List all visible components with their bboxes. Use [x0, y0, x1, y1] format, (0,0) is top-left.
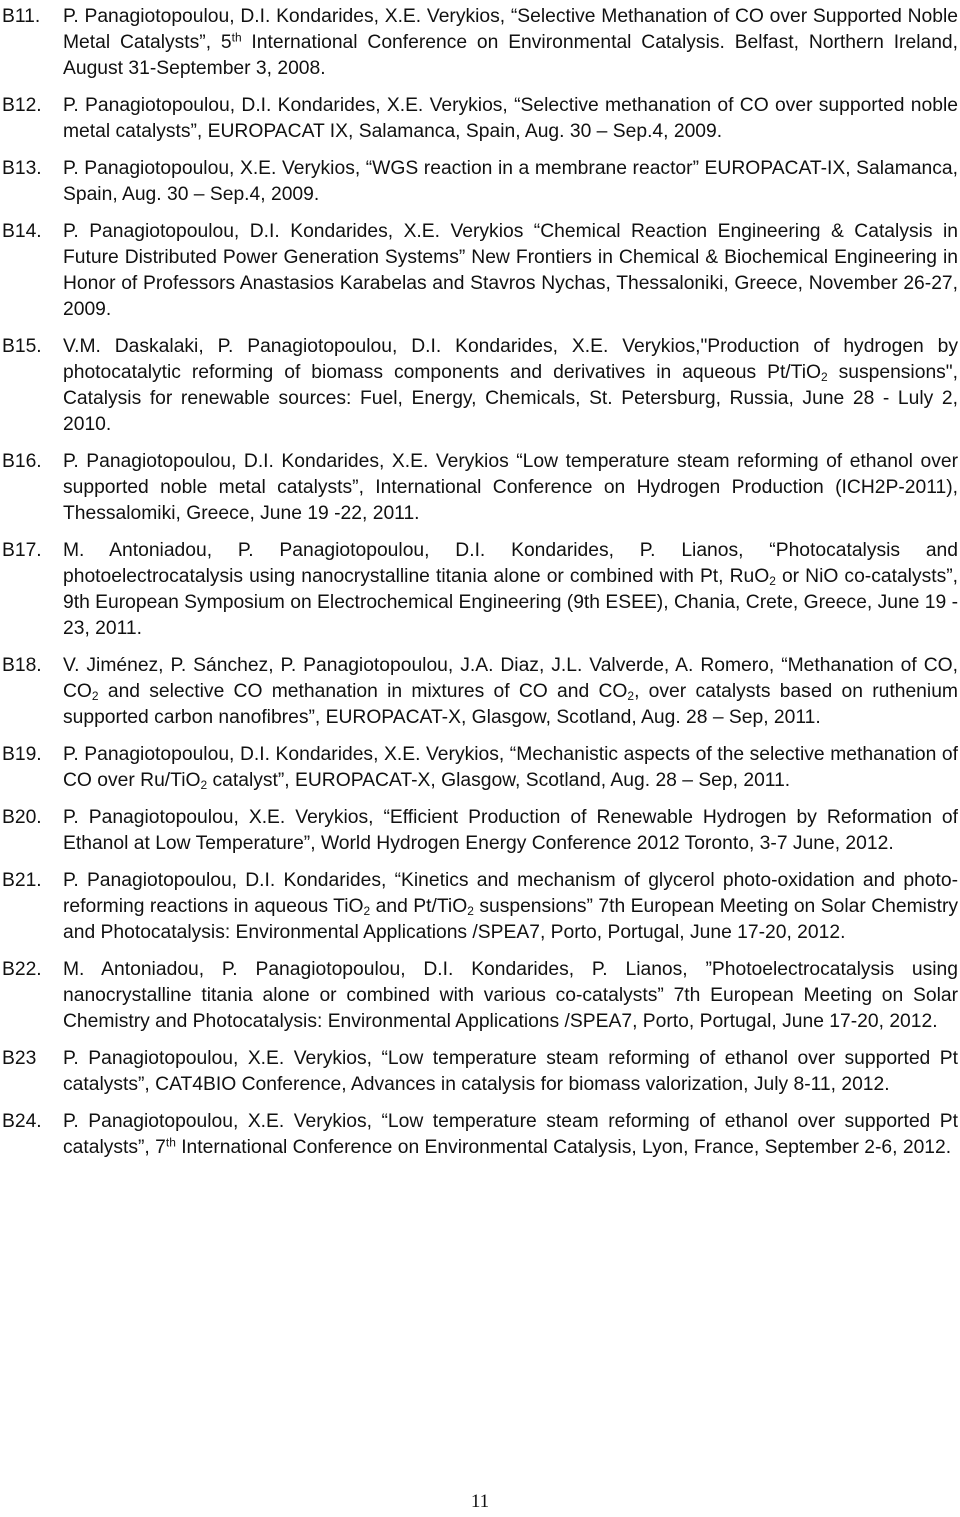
subscript: 2: [821, 369, 828, 384]
reference-number: B12.: [2, 95, 42, 116]
reference-text: [63, 449, 958, 527]
reference-item: [2, 538, 958, 642]
reference-number: B22.: [2, 959, 42, 980]
reference-text: [63, 4, 958, 82]
reference-item: [2, 449, 958, 527]
subscript: 2: [467, 903, 474, 918]
reference-number: B21.: [2, 870, 42, 891]
reference-text-segment: or NiO co-catalysts”, 9th European Symposium on Electrochemical Engineering (9th ESEE), Chania, Crete, Greece, June 19 - 23, 2011.: [63, 566, 959, 639]
page-number: 11: [470, 1491, 490, 1512]
reference-item: [2, 1046, 958, 1098]
reference-item: [2, 219, 958, 323]
reference-text: [63, 957, 958, 1035]
reference-list: [2, 4, 958, 1172]
reference-text: [63, 742, 958, 794]
reference-text: [63, 653, 958, 731]
reference-text: [63, 868, 958, 946]
reference-text-segment: suspensions", Catalysis for renewable sources: Fuel, Energy, Chemicals, St. Petersburg, Russia, June 28 - Luly 2, 2010.: [63, 362, 959, 435]
reference-text: [63, 219, 958, 323]
subscript: 2: [363, 903, 371, 918]
subscript: 2: [769, 573, 776, 588]
reference-number: B20.: [2, 807, 42, 828]
reference-text-segment: and Pt/TiO: [370, 896, 468, 917]
reference-text: [63, 538, 958, 642]
subscript: 2: [91, 688, 99, 703]
reference-text: [63, 334, 958, 438]
subscript: 2: [627, 688, 635, 703]
reference-text-segment: P. Panagiotopoulou, X.E. Verykios, “WGS reaction in a membrane reactor” EUROPACAT-IX, Salamanca, Spain, Aug. 30 – Sep.4, 2009.: [63, 158, 958, 205]
reference-item: [2, 4, 958, 82]
reference-item: [2, 957, 958, 1035]
reference-text-segment: P. Panagiotopoulou, X.E. Verykios, “Low temperature steam reforming of ethanol over supported Pt catalysts”, CAT4BIO Conference, Advances in catalysis for biomass valorization, July 8-11, 2012.: [63, 1048, 958, 1095]
reference-text-segment: P. Panagiotopoulou, D.I. Kondarides, “Kinetics and mechanism of glycerol photo-oxidation and photo-reforming reactions in aqueous TiO: [63, 870, 958, 917]
reference-text-segment: suspensions” 7th European Meeting on Solar Chemistry and Photocatalysis: Environmental Applications /SPEA7, Porto, Portugal, June 17-20, 2012.: [63, 896, 958, 943]
reference-item: [2, 1109, 958, 1161]
reference-item: [2, 653, 958, 731]
reference-text-segment: P. Panagiotopoulou, D.I. Kondarides, X.E. Verykios, “Selective Methanation of CO over Supported Noble Metal Catalysts”, 5: [63, 6, 958, 53]
reference-number: B18.: [2, 655, 42, 676]
reference-number: B24.: [2, 1111, 42, 1132]
superscript: th: [231, 30, 242, 45]
reference-number: B19.: [2, 744, 42, 765]
reference-number: B14.: [2, 221, 42, 242]
reference-item: [2, 156, 958, 208]
reference-text: [63, 93, 958, 145]
reference-item: [2, 93, 958, 145]
reference-text: [63, 805, 958, 857]
reference-text-segment: P. Panagiotopoulou, X.E. Verykios, “Low temperature steam reforming of ethanol over supported Pt catalysts”, 7: [63, 1111, 958, 1158]
reference-text-segment: M. Antoniadou, P. Panagiotopoulou, D.I. Kondarides, P. Lianos, “Photocatalysis and photoelectrocatalysis using nanocrystalline titania alone or combined with Pt, RuO: [63, 540, 958, 587]
reference-number: B11.: [2, 6, 41, 27]
reference-text-segment: , over catalysts based on ruthenium supported carbon nanofibres”, EUROPACAT-X, Glasgow, Scotland, Aug. 28 – Sep, 2011.: [63, 681, 958, 728]
reference-text: [63, 156, 958, 208]
reference-item: [2, 334, 958, 438]
reference-text-segment: M. Antoniadou, P. Panagiotopoulou, D.I. Kondarides, P. Lianos, ”Photoelectrocatalysis using nanocrystalline titania alone or combined with various co-catalysts” 7th European Meeting on Solar Chemistry and Photocatalysis: Environmental Applications /SPEA7, Porto, Portugal, June 17-20, 2012.: [63, 959, 958, 1032]
reference-number: B17.: [2, 540, 42, 561]
reference-text-segment: P. Panagiotopoulou, D.I. Kondarides, X.E. Verykios “Low temperature steam reforming of ethanol over supported noble metal catalysts”, International Conference on Hydrogen Production (ICH2P-2011), Thessalomiki, Greece, June 19 -22, 2011.: [63, 451, 958, 524]
reference-text-segment: V.M. Daskalaki, P. Panagiotopoulou, D.I. Kondarides, X.E. Verykios,"Production of hydrogen by photocatalytic reforming of biomass components and derivatives in aqueous Pt/TiO: [63, 336, 958, 383]
reference-text-segment: P. Panagiotopoulou, D.I. Kondarides, X.E. Verykios, “Selective methanation of CO over supported noble metal catalysts”, EUROPACAT IX, Salamanca, Spain, Aug. 30 – Sep.4, 2009.: [63, 95, 958, 142]
reference-text: [63, 1109, 958, 1161]
reference-text-segment: P. Panagiotopoulou, D.I. Kondarides, X.E. Verykios, “Mechanistic aspects of the selective methanation of CO over Ru/TiO: [63, 744, 958, 791]
reference-text: [63, 1046, 958, 1098]
reference-item: [2, 805, 958, 857]
reference-text-segment: catalyst”, EUROPACAT-X, Glasgow, Scotland, Aug. 28 – Sep, 2011.: [207, 770, 791, 791]
reference-number: B23: [2, 1048, 37, 1069]
reference-text-segment: P. Panagiotopoulou, X.E. Verykios, “Efficient Production of Renewable Hydrogen by Reformation of Ethanol at Low Temperature”, World Hydrogen Energy Conference 2012 Toronto, 3-7 June, 2012.: [63, 807, 958, 854]
subscript: 2: [200, 777, 208, 792]
reference-number: B13.: [2, 158, 42, 179]
reference-number: B16.: [2, 451, 42, 472]
reference-item: [2, 868, 958, 946]
reference-text-segment: International Conference on Environmental Catalysis. Belfast, Northern Ireland, August 31-September 3, 2008.: [63, 32, 959, 79]
reference-text-segment: and selective CO methanation in mixtures of CO and CO: [98, 681, 628, 702]
reference-text-segment: International Conference on Environmental Catalysis, Lyon, France, September 2-6, 2012.: [175, 1137, 952, 1158]
reference-text-segment: V. Jiménez, P. Sánchez, P. Panagiotopoulou, J.A. Diaz, J.L. Valverde, A. Romero, “Methanation of CO, CO: [63, 655, 958, 702]
reference-number: B15.: [2, 336, 42, 357]
superscript: th: [165, 1135, 176, 1150]
reference-item: [2, 742, 958, 794]
reference-text-segment: P. Panagiotopoulou, D.I. Kondarides, X.E. Verykios “Chemical Reaction Engineering & Catalysis in Future Distributed Power Generation Systems” New Frontiers in Chemical & Biochemical Engineering in Honor of Professors Anastasios Karabelas and Stavros Nychas, Thessaloniki, Greece, November 26-27, 2009.: [63, 221, 958, 320]
